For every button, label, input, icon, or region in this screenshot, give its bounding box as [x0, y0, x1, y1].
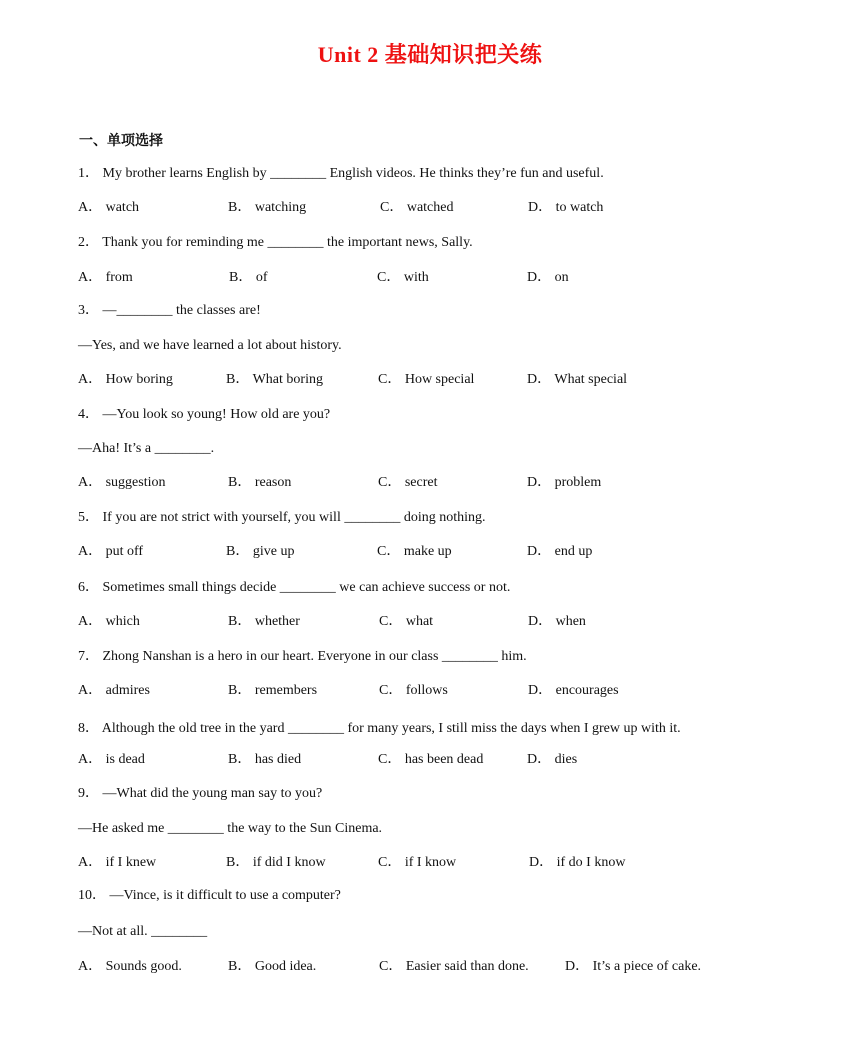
- question-6-option-b: B． whether: [228, 614, 300, 629]
- question-1-stem: 1． My brother learns English by ________ English videos. He thinks they’re fun and useful.: [78, 166, 604, 181]
- question-3-stem: 3． —________ the classes are!: [78, 303, 261, 318]
- question-1-option-d: D． to watch: [528, 200, 604, 215]
- question-3-option-c: C． How special: [378, 372, 475, 387]
- question-2-option-a: A． from: [78, 270, 133, 285]
- question-7-option-b: B． remembers: [228, 683, 318, 698]
- question-3-option-d: D． What special: [527, 372, 628, 387]
- question-8-stem: 8． Although the old tree in the yard ________ for many years, I still miss the days when I grew up with it.: [78, 721, 681, 736]
- question-5-option-a: A． put off: [78, 544, 144, 559]
- question-10-option-d: D． It’s a piece of cake.: [565, 959, 702, 974]
- question-6-option-d: D． when: [528, 614, 586, 629]
- question-2-option-c: C． with: [377, 270, 429, 285]
- question-4-stem: 4． —You look so young! How old are you?: [78, 407, 331, 422]
- question-7-option-a: A． admires: [78, 683, 150, 698]
- question-8-option-d: D． dies: [527, 752, 578, 767]
- question-9-option-d: D． if do I know: [529, 855, 626, 870]
- question-1-option-c: C． watched: [380, 200, 454, 215]
- question-8-option-b: B． has died: [228, 752, 302, 767]
- question-9-option-c: C． if I know: [378, 855, 457, 870]
- question-4-option-b: B． reason: [228, 475, 292, 490]
- question-8-option-c: C． has been dead: [378, 752, 484, 767]
- question-5-option-c: C． make up: [377, 544, 452, 559]
- question-2-option-d: D． on: [527, 270, 569, 285]
- question-7-option-d: D． encourages: [528, 683, 619, 698]
- question-8-option-a: A． is dead: [78, 752, 145, 767]
- question-4-option-a: A． suggestion: [78, 475, 166, 490]
- question-4-reply: —Aha! It’s a ________.: [78, 441, 215, 456]
- question-6-option-c: C． what: [379, 614, 434, 629]
- question-9-option-b: B． if did I know: [226, 855, 326, 870]
- question-4-option-d: D． problem: [527, 475, 602, 490]
- question-5-option-d: D． end up: [527, 544, 593, 559]
- question-6-option-a: A． which: [78, 614, 140, 629]
- question-7-stem: 7． Zhong Nanshan is a hero in our heart. Everyone in our class ________ him.: [78, 649, 527, 664]
- question-10-option-b: B． Good idea.: [228, 959, 317, 974]
- question-10-option-a: A． Sounds good.: [78, 959, 182, 974]
- question-5-option-b: B． give up: [226, 544, 295, 559]
- question-2-option-b: B． of: [229, 270, 268, 285]
- question-10-stem: 10． —Vince, is it difficult to use a computer?: [78, 888, 341, 903]
- question-10-reply: —Not at all. ________: [78, 924, 208, 939]
- question-9-option-a: A． if I knew: [78, 855, 157, 870]
- question-5-stem: 5． If you are not strict with yourself, you will ________ doing nothing.: [78, 510, 486, 525]
- question-3-option-a: A． How boring: [78, 372, 173, 387]
- question-3-reply: —Yes, and we have learned a lot about history.: [78, 338, 342, 353]
- question-9-stem: 9． —What did the young man say to you?: [78, 786, 323, 801]
- question-7-option-c: C． follows: [379, 683, 448, 698]
- question-1-option-a: A． watch: [78, 200, 140, 215]
- page-title: Unit 2 基础知识把关练: [317, 42, 543, 67]
- question-3-option-b: B． What boring: [226, 372, 323, 387]
- question-9-reply: —He asked me ________ the way to the Sun Cinema.: [78, 821, 383, 836]
- question-4-option-c: C． secret: [378, 475, 438, 490]
- question-10-option-c: C． Easier said than done.: [379, 959, 529, 974]
- question-2-stem: 2． Thank you for reminding me ________ the important news, Sally.: [78, 235, 473, 250]
- question-1-option-b: B． watching: [228, 200, 307, 215]
- section-heading: 一、单项选择: [79, 133, 163, 149]
- question-6-stem: 6． Sometimes small things decide ________ we can achieve success or not.: [78, 580, 511, 595]
